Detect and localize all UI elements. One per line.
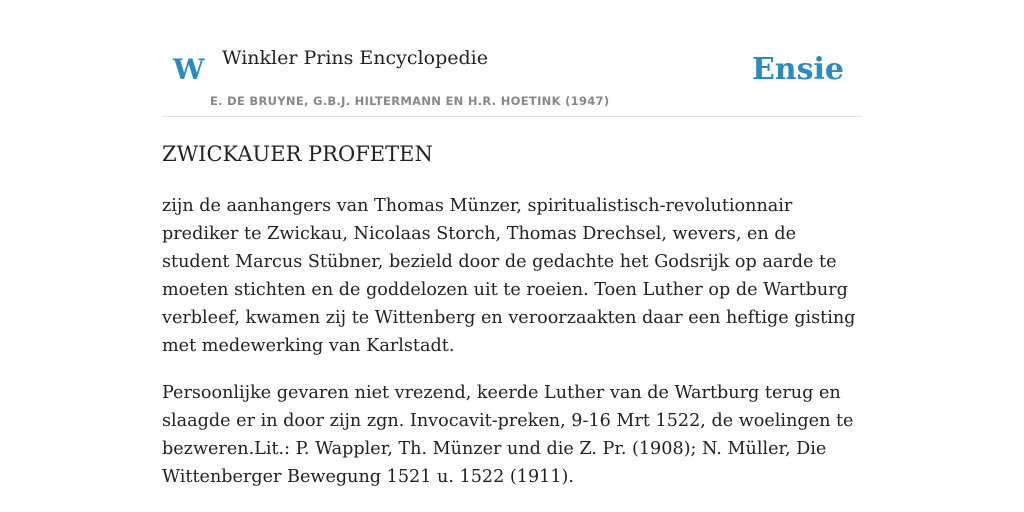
publication-title[interactable]: Winkler Prins Encyclopedie: [222, 47, 488, 69]
authors-line: E. DE BRUYNE, G.B.J. HILTERMANN EN H.R. HOETINK (1947): [210, 94, 610, 108]
article: [162, 136, 864, 491]
header: [162, 0, 862, 117]
article-paragraph: Persoonlijke gevaren niet vrezend, keerde Luther van de Wartburg terug en slaagde er in door zijn zgn. Invocavit-preken, 9-16 Mrt 1522, de woelingen te bezweren.Lit.: P. Wappler, Th. Münzer und die Z. Pr. (1908); N. Müller, Die Wittenberger Bewegung 1521 u. 1522 (1911).: [162, 383, 854, 487]
ensie-logo[interactable]: Ensie: [751, 52, 844, 87]
publication-logo[interactable]: W: [173, 53, 205, 86]
article-title: ZWICKAUER PROFETEN: [162, 142, 433, 166]
article-paragraph: zijn de aanhangers van Thomas Münzer, spiritualistisch-revolutionnair prediker te Zwickau, Nicolaas Storch, Thomas Drechsel, wevers, en de student Marcus Stübner, bezield door de gedachte het Godsrijk op aarde te moeten stichten en de goddelozen uit te roeien. Toen Luther op de Wartburg verbleef, kwamen zij te Wittenberg en veroorzaakten daar een heftige gisting met medewerking van Karlstadt.: [162, 196, 856, 356]
